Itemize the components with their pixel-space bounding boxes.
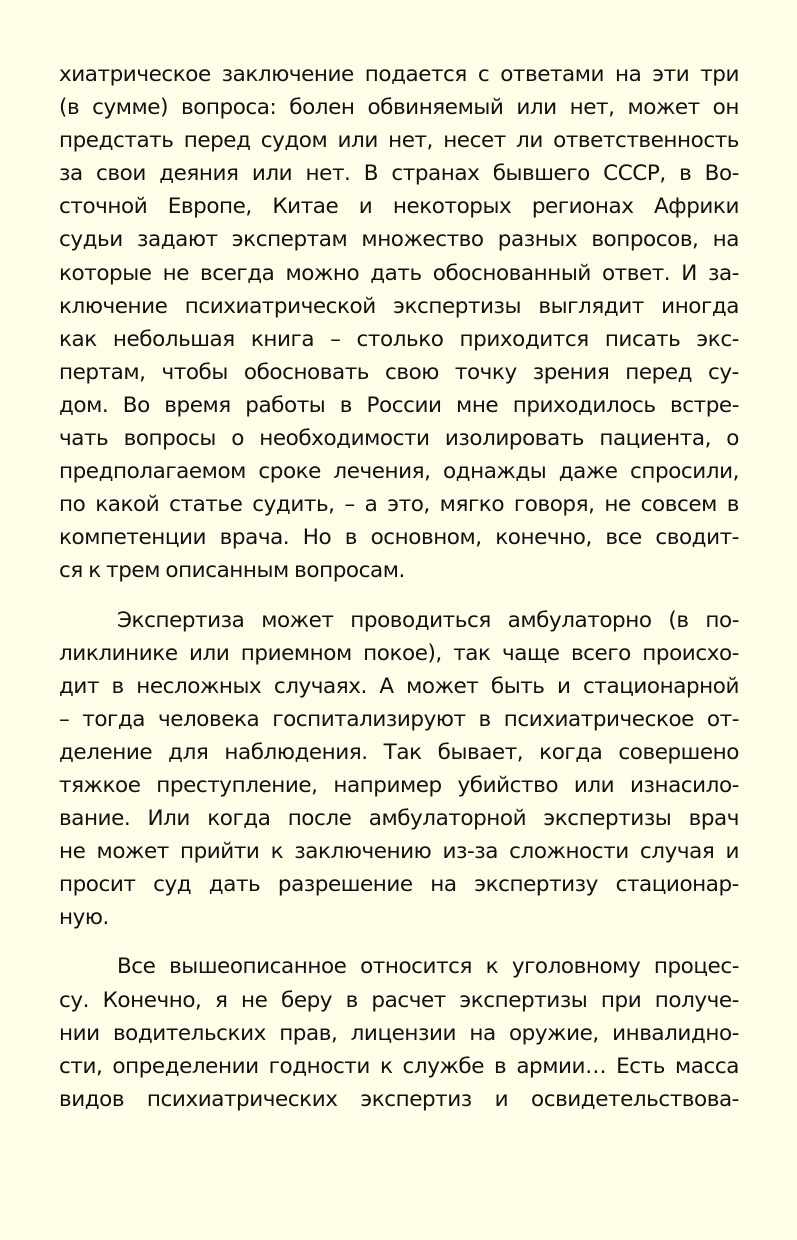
paragraph-2 <box>59 604 739 935</box>
text-line: которые не всегда можно дать обоснованный ответ. И за- <box>59 260 739 286</box>
text-line: просит суд дать разрешение на экспертизу стационар- <box>59 872 739 898</box>
document-page <box>59 58 739 1116</box>
text-line: по какой статье судить, – а это, мягко говоря, не совсем в <box>59 492 739 518</box>
text-line: как небольшая книга – столько приходится писать экс- <box>59 326 739 352</box>
text-line: деление для наблюдения. Так бывает, когда совершено <box>59 739 739 765</box>
text-line: ся к трем описанным вопросам. <box>59 558 405 584</box>
text-line: предполагаемом сроке лечения, однажды даже спросили, <box>59 459 739 485</box>
text-line: видов психиатрических экспертиз и освидетельствова- <box>59 1086 739 1112</box>
text-line: нии водительских прав, лицензии на оружие, инвалидно- <box>59 1020 739 1046</box>
text-line: дит в несложных случаях. А может быть и стационарной <box>59 673 739 699</box>
text-line: вание. Или когда после амбулаторной экспертизы врач <box>59 806 739 832</box>
text-line: Экспертиза может проводиться амбулаторно (в по- <box>117 607 739 633</box>
text-line: ключение психиатрической экспертизы выглядит иногда <box>59 293 739 319</box>
text-line: пертам, чтобы обосновать свою точку зрения перед су- <box>59 359 739 385</box>
text-line: ликлинике или приемном покое), так чаще всего происхо- <box>59 640 739 666</box>
text-line: – тогда человека госпитализируют в психиатрическое от- <box>59 706 739 732</box>
text-line: хиатрическое заключение подается с ответами на эти три <box>59 62 739 87</box>
text-line: су. Конечно, я не беру в расчет экспертизы при получе- <box>59 987 739 1013</box>
text-line: сти, определении годности к службе в армии… Есть масса <box>59 1053 739 1079</box>
text-line: тяжкое преступление, например убийство или изнасило- <box>59 772 739 798</box>
text-line: за свои деяния или нет. В странах бывшего СССР, в Во- <box>59 161 739 187</box>
text-line: дом. Во время работы в России мне приходилось встре- <box>59 392 739 418</box>
paragraph-1 <box>59 58 739 588</box>
text-line: ную. <box>59 905 109 931</box>
text-line: компетенции врача. Но в основном, конечно, все сводит- <box>59 525 739 551</box>
text-line: сточной Европе, Китае и некоторых регионах Африки <box>59 194 739 220</box>
text-line: не может прийти к заключению из-за сложности случая и <box>59 839 739 865</box>
text-line: Все вышеописанное относится к уголовному процес- <box>117 954 739 980</box>
text-line: предстать перед судом или нет, несет ли ответственность <box>59 128 739 154</box>
paragraph-3 <box>59 950 739 1115</box>
text-line: чать вопросы о необходимости изолировать пациента, о <box>59 426 739 452</box>
text-line: (в сумме) вопроса: болен обвиняемый или нет, может он <box>59 95 739 121</box>
text-line: судьи задают экспертам множество разных вопросов, на <box>59 227 739 253</box>
